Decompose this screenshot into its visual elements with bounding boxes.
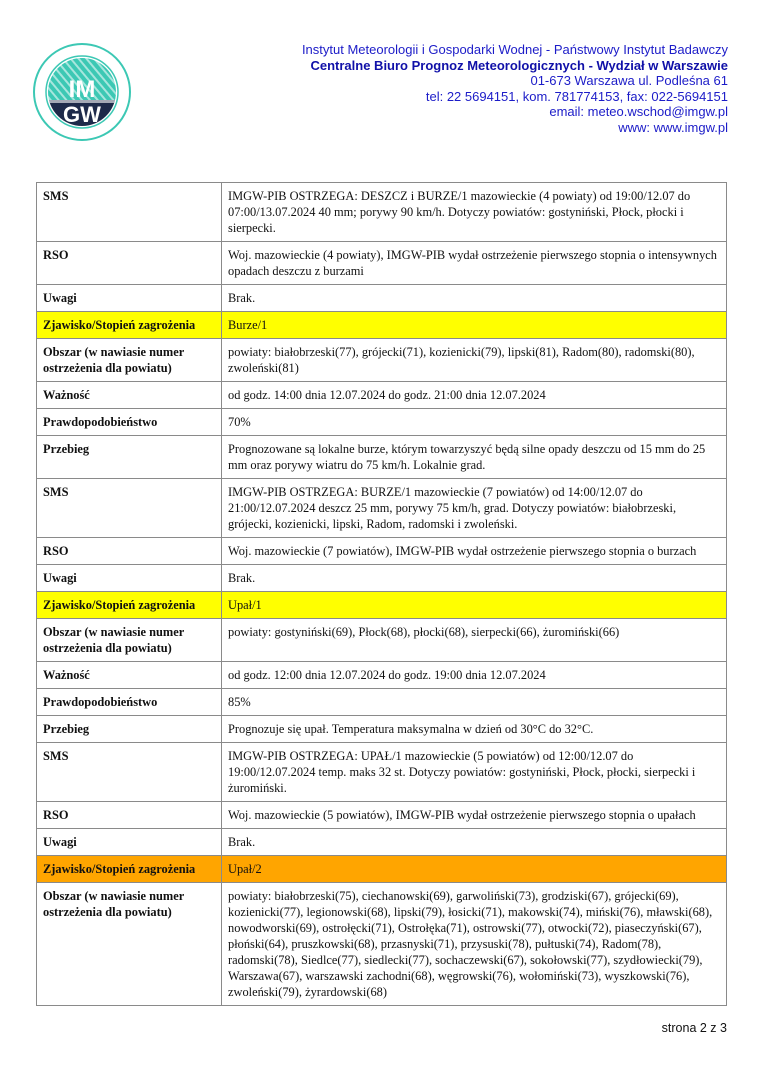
row-label: Ważność xyxy=(37,382,222,409)
table-row xyxy=(37,743,727,802)
row-value: powiaty: białobrzeski(75), ciechanowski(69), garwoliński(73), grodziski(67), grójecki(69), kozienicki(77), legionowski(68), lipski(79), łosicki(71), makowski(74), miński(76), mławski(68), nowodworski(69), ostrołęcki(71), Ostrołęka(71), ostrowski(77), otwocki(72), piaseczyński(67), płoński(64), pruszkowski(68), przasnyski(71), przysuski(78), pułtuski(74), Radom(78), radomski(78), Siedlce(77), siedlecki(77), sochaczewski(67), sokołowski(77), szydłowiecki(79), Warszawa(67), warszawski zachodni(68), węgrowski(76), wołomiński(73), wyszkowski(76), zwoleński(79), żyrardowski(68) xyxy=(222,883,727,1006)
row-label: RSO xyxy=(37,242,222,285)
row-value: Woj. mazowieckie (4 powiaty), IMGW-PIB wydał ostrzeżenie pierwszego stopnia o intensywnych opadach deszczu z burzami xyxy=(222,242,727,285)
row-label: Przebieg xyxy=(37,436,222,479)
row-value: od godz. 12:00 dnia 12.07.2024 do godz. 19:00 dnia 12.07.2024 xyxy=(222,662,727,689)
row-value: powiaty: gostyniński(69), Płock(68), płocki(68), sierpecki(66), żuromiński(66) xyxy=(222,619,727,662)
table-row xyxy=(37,802,727,829)
row-label: Zjawisko/Stopień zagrożenia xyxy=(37,312,222,339)
row-value: powiaty: białobrzeski(77), grójecki(71), kozienicki(79), lipski(81), Radom(80), radomski(80), zwoleński(81) xyxy=(222,339,727,382)
header-email[interactable]: email: meteo.wschod@imgw.pl xyxy=(549,104,728,119)
row-label: SMS xyxy=(37,183,222,242)
row-label: Zjawisko/Stopień zagrożenia xyxy=(37,592,222,619)
row-label: Uwagi xyxy=(37,565,222,592)
table-row xyxy=(37,382,727,409)
row-label: RSO xyxy=(37,802,222,829)
table-row xyxy=(37,689,727,716)
logo-text-im: IM xyxy=(68,76,96,103)
row-label: Uwagi xyxy=(37,829,222,856)
row-value: Upał/2 xyxy=(222,856,727,883)
row-value: Brak. xyxy=(222,829,727,856)
row-label: SMS xyxy=(37,479,222,538)
hazard-row xyxy=(37,856,727,883)
row-value: IMGW-PIB OSTRZEGA: UPAŁ/1 mazowieckie (5 powiatów) od 12:00/12.07 do 19:00/12.07.2024 temp. maks 32 st. Dotyczy powiatów: gostyniński, Płock, płocki, sierpecki i żuromiński. xyxy=(222,743,727,802)
table-row xyxy=(37,619,727,662)
row-value: Upał/1 xyxy=(222,592,727,619)
row-value: 70% xyxy=(222,409,727,436)
table-row xyxy=(37,538,727,565)
row-value: Brak. xyxy=(222,285,727,312)
header-website[interactable]: www: www.imgw.pl xyxy=(618,119,728,135)
row-value: 85% xyxy=(222,689,727,716)
row-value: od godz. 14:00 dnia 12.07.2024 do godz. 21:00 dnia 12.07.2024 xyxy=(222,382,727,409)
row-label: Prawdopodobieństwo xyxy=(37,689,222,716)
table-row xyxy=(37,829,727,856)
table-row xyxy=(37,479,727,538)
header-division-name: Centralne Biuro Prognoz Meteorologicznych - Wydział w Warszawie xyxy=(310,57,728,73)
row-label: Prawdopodobieństwo xyxy=(37,409,222,436)
header-phone: tel: 22 5694151, kom. 781774153, fax: 022-5694151 xyxy=(425,88,728,104)
header-institute-name: Instytut Meteorologii i Gospodarki Wodnej - Państwowy Instytut Badawczy xyxy=(301,42,728,57)
row-value: IMGW-PIB OSTRZEGA: BURZE/1 mazowieckie (7 powiatów) od 14:00/12.07 do 21:00/12.07.2024 deszcz 25 mm, porywy 75 km/h, grad. Dotyczy powiatów: białobrzeski, grójecki, kozienicki, lipski, Radom, radomski i zwoleński. xyxy=(222,479,727,538)
row-label: SMS xyxy=(37,743,222,802)
table-row xyxy=(37,339,727,382)
row-label: Obszar (w nawiasie numer ostrzeżenia dla powiatu) xyxy=(37,619,222,662)
row-label: Ważność xyxy=(37,662,222,689)
table-row xyxy=(37,662,727,689)
table-row xyxy=(37,409,727,436)
imgw-logo xyxy=(32,42,132,142)
table-row xyxy=(37,436,727,479)
table-row xyxy=(37,183,727,242)
table-row xyxy=(37,242,727,285)
hazard-row xyxy=(37,592,727,619)
row-value: Prognozowane są lokalne burze, którym towarzyszyć będą silne opady deszczu od 15 mm do 25 mm oraz porywy wiatru do 75 km/h. Lokalnie grad. xyxy=(222,436,727,479)
row-value: IMGW-PIB OSTRZEGA: DESZCZ i BURZE/1 mazowieckie (4 powiaty) od 19:00/12.07 do 07:00/13.07.2024 40 mm; porywy 90 km/h. Dotyczy powiatów: gostyniński, Płock, płocki i sierpecki. xyxy=(222,183,727,242)
table-row xyxy=(37,883,727,1006)
row-value: Brak. xyxy=(222,565,727,592)
row-value: Burze/1 xyxy=(222,312,727,339)
row-label: Obszar (w nawiasie numer ostrzeżenia dla powiatu) xyxy=(37,339,222,382)
row-label: Zjawisko/Stopień zagrożenia xyxy=(37,856,222,883)
page-number: strona 2 z 3 xyxy=(661,1021,727,1035)
row-label: Przebieg xyxy=(37,716,222,743)
logo-text-gw: GW xyxy=(63,102,101,127)
row-label: Obszar (w nawiasie numer ostrzeżenia dla powiatu) xyxy=(37,883,222,1006)
row-value: Woj. mazowieckie (5 powiatów), IMGW-PIB wydał ostrzeżenie pierwszego stopnia o upałach xyxy=(222,802,727,829)
row-value: Woj. mazowieckie (7 powiatów), IMGW-PIB wydał ostrzeżenie pierwszego stopnia o burzach xyxy=(222,538,727,565)
row-label: Uwagi xyxy=(37,285,222,312)
table-row xyxy=(37,565,727,592)
warnings-table xyxy=(36,182,727,1006)
institute-header xyxy=(302,42,728,135)
row-value: Prognozuje się upał. Temperatura maksymalna w dzień od 30°C do 32°C. xyxy=(222,716,727,743)
hazard-row xyxy=(37,312,727,339)
table-row xyxy=(37,716,727,743)
table-row xyxy=(37,285,727,312)
row-label: RSO xyxy=(37,538,222,565)
header-address: 01-673 Warszawa ul. Podleśna 61 xyxy=(530,73,728,88)
